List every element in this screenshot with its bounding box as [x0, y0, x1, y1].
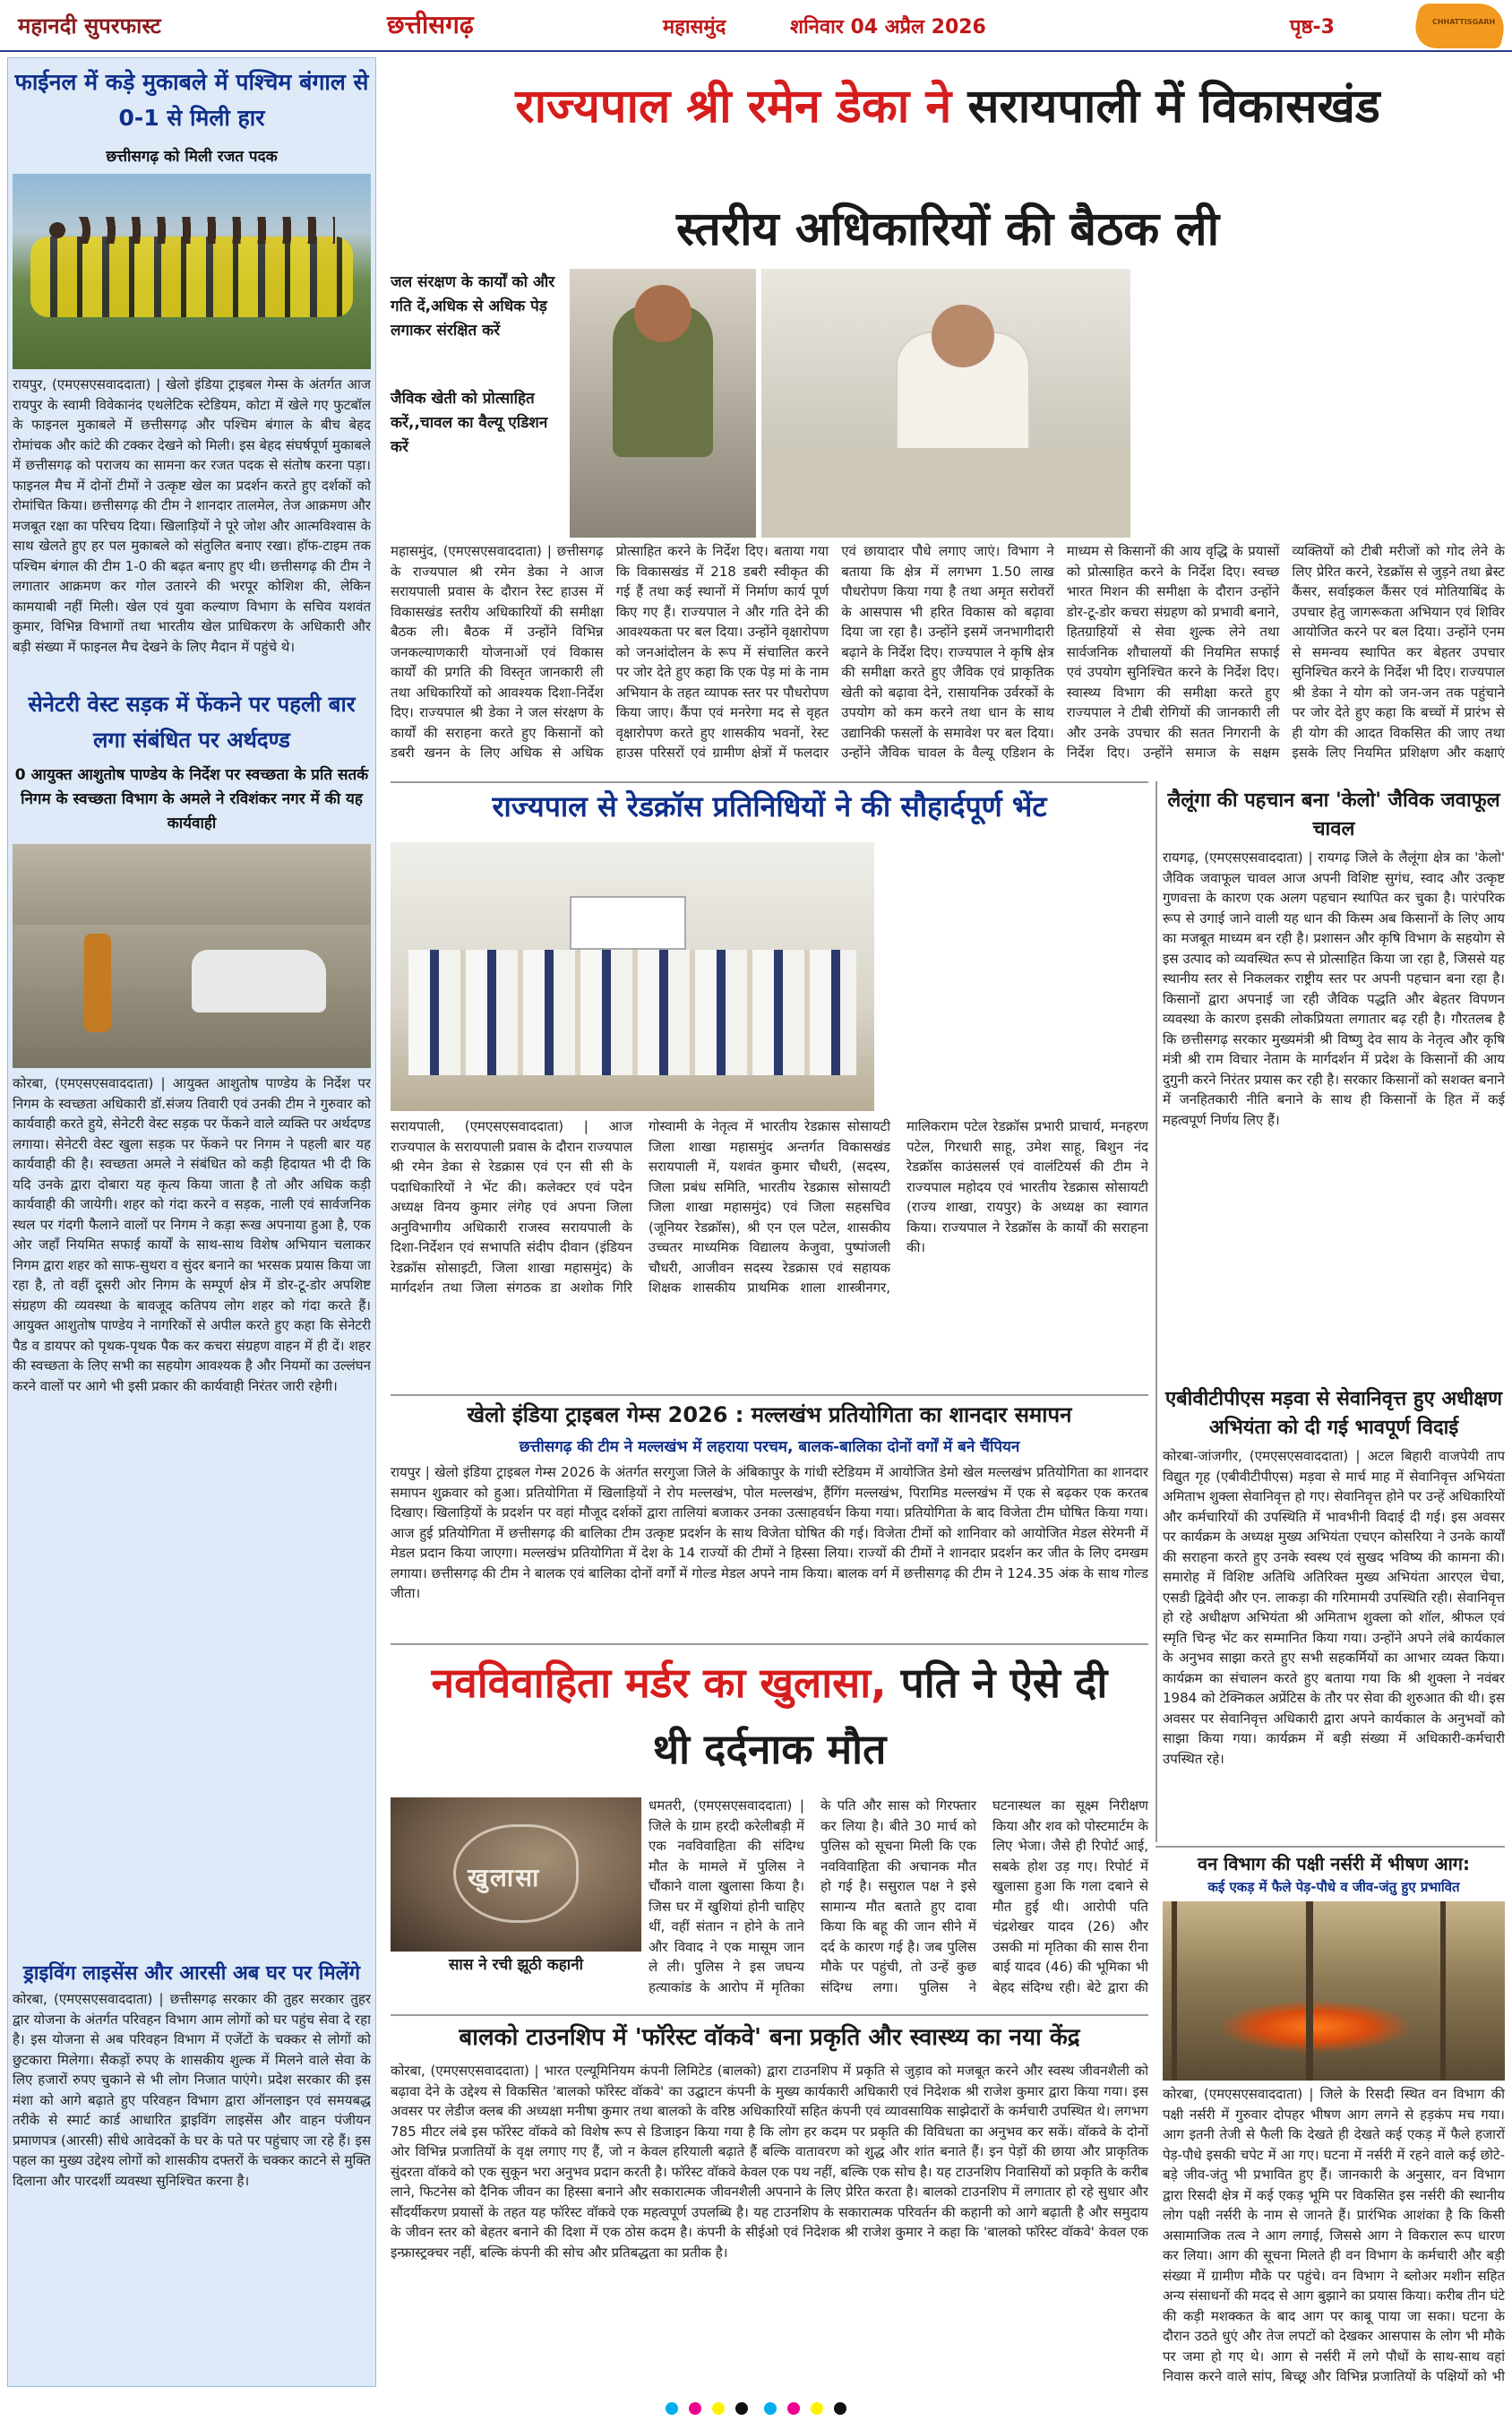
football-body: रायपुर, (एमएसएसवाददाता) | खेलो इंडिया ट्राइबल गेम्स के अंतर्गत आज रायपुर के स्वामी विवेकानंद एथलेटिक स्टेडियम, कोटा में खेले गए फुटबॉल के फाइनल मुकाबले में छत्तीसगढ़ और पश्चिम बंगाल के बीच बेहद रोमांचक और कांटे की टक्कर देखने को मिली। इस बेहद संघर्षपूर्ण मुकाबले में छत्तीसगढ़ को पराजय का सामना कर रजत पदक से संतोष करना पड़ा। फाइनल मैच में दोनों टीमों ने उत्कृष्ट खेल का प्रदर्शन करते हुए दर्शकों को रोमांचित किया। छत्तीसगढ़ की टीम ने शानदार तालमेल, तेज आक्रमण और मजबूत रक्षा का परिचय दिया। खिलाड़ियों ने पूरे जोश और आत्मविश्वास के साथ खेलते हुए हर पल मुकाबले को संतुलित बनाए रखा। हॉफ-टाइम तक पश्चिम बंगाल की टीम 1-0 की बढ़त बनाए हुए थी। छत्तीसगढ़ की टीम ने लगातार आक्रमण कर गोल उतारने की भरपूर कोशिश की, लेकिन कामयाबी नहीं मिली। खेल एवं युवा कल्याण विभाग के सचिव यशवंत कुमार, विभिन्न विभागों तथा भारतीय खेल प्राधिकरण के अधिकारी और बड़ी संख्या में फाइनल मैच देखने के लिए मैदान में पहुंचे थे।	[13, 376, 371, 655]
murder-image-caption: सास ने रची झूठी कहानी	[448, 1956, 584, 1974]
kelo-body: रायगढ़, (एमएसएसवाददाता) | रायगढ़ जिले के लैलूंगा क्षेत्र का 'केलो' जैविक जवाफूल चावल आज अपनी विशिष्ट सुगंध, स्वाद और उत्कृष्ट गुणवत्ता के कारण एक अलग पहचान स्थापित कर चुका है। पारंपरिक रूप से उगाई जाने वाली यह धान की किस्म अब किसानों के लिए आय का मजबूत माध्यम बन रही है। प्रशासन और कृषि विभाग के सहयोग से इस उत्पाद को व्यवस्थित रूप से प्रोत्साहित किया जा रहा है, जिससे यह स्थानीय स्तर से निकलकर राष्ट्रीय स्तर पर अपनी पहचान बना रहा है। किसानों द्वारा अपनाई जा रही जैविक पद्धति और बेहतर विपणन व्यवस्था के कारण इसकी लोकप्रियता लगातार बढ़ रही है। गौरतलब है कि छत्तीसगढ़ सरकार मुख्यमंत्री श्री विष्णु देव साय के नेतृत्व और कृषि मंत्री श्री राम विचार नेताम के मार्गदर्शन में प्रदेश के किसानों की आय दुगुनी करने निरंतर प्रयास कर रही है। सरकार किसानों को सशक्त बनाने में जनहितकारी नीति बनाने के साथ ही किसानों के हित में कई महत्वपूर्ण निर्णय लिए हैं।	[1163, 849, 1505, 1128]
forest-fire-photo	[1163, 1901, 1505, 2081]
sanitary-street-photo	[13, 844, 371, 1068]
license-body: कोरबा, (एमएसएसवाददाता) | छत्तीसगढ़ सरकार की तुहर सरकार तुहर द्वार योजना के अंतर्गत परिवहन विभाग आम लोगों को घर पहुंच सेवा दे रहा है। इस योजना से अब परिवहन विभाग में एजेंटों के चक्कर से लोगों को छुटकारा मिलेगा। सैकड़ों रुपए के शासकीय शुल्क में मिलने वाले सेवा के लिए हजारों रुपए चुकाने से भी लोग निजात पाएंगे। प्रदेश सरकार की इस मंशा को आगे बढ़ाते हुए परिवहन विभाग द्वारा ऑनलाइन एवं समयबद्ध तरीके से स्मार्ट कार्ड आधारित ड्राइविंग लाइसेंस और वाहन पंजीयन प्रमाणपत्र (आरसी) सीधे आवेदकों के घर के पते पर पहुंचाए जा रहे हैं। इस पहल का मुख्य उद्देश्य लोगों को शासकीय दफ्तरों के चक्कर काटने से मुक्ति दिलाना और पारदर्शी व्यवस्था सुनिश्चित करना है।	[13, 1991, 371, 2189]
sanitary-body: कोरबा, (एमएसएसवाददाता) | आयुक्त आशुतोष पाण्डेय के निर्देश पर निगम के स्वच्छता अधिकारी डॉ.संजय तिवारी एवं उनकी टीम ने गुरुवार को कार्यवाही करते हुये, सेनेटरी वेस्ट सड़क पर फेंकने वाले व्यक्ति पर अर्थदण्ड लगाया। सेनेटरी वेस्ट खुला सड़क पर फेंकने पर निगम ने पहली बार यह कार्यवाही की है। स्वच्छता अमले ने संबंधित को कड़ी हिदायत भी दी कि यदि उनके द्वारा दोबारा यह कृत्य किया जाता है तो और अधिक कड़ी कार्यवाही की जायेगी। शहर को गंदा करने व सड़क, नाली एवं सार्वजनिक स्थल पर गंदगी फैलाने वालों पर निगम ने कड़ा रूख अपनाया हुआ है, एक ओर जहाँ नियमित सफाई कार्यों के साथ-साथ विशेष अभियान चलाकर निगम द्वारा शहर को साफ-सुथरा व सुंदर बनाने का भरसक प्रयास किया जा रहा है, तो वहीं दूसरी ओर निगम के सम्पूर्ण क्षेत्र में डोर-टू-डोर अपशिष्ट संग्रहण की व्यवस्था के बावजूद कतिपय लोग शहर को गंदा करते हैं। आयुक्त आशुतोष पाण्डेय ने नागरिकों से अपील करते हुए कहा कि सेनेटरी पैड व डायपर को पृथक-पृथक पैक कर कचरा संग्रहण वाहन में ही दें। शहर की स्वच्छता के लिए सभी का सहयोग आवश्यक है और नियमों का उल्लंघन करने वालों पर आगे भी इसी प्रकार की कार्यवाही निरंतर जारी रहेगी।	[13, 1075, 371, 1394]
murder-headline	[391, 1654, 1148, 1711]
divider	[391, 1643, 1148, 1645]
khelo-body: रायपुर | खेलो इंडिया ट्राइबल गेम्स 2026 के अंतर्गत सरगुजा जिले के अंबिकापुर के गांधी स्टेडियम में आयोजित डेमो खेल मल्लखंभ प्रतियोगिता का शानदार समापन शुक्रवार को हुआ। प्रतियोगिता में खिलाड़ियों ने रोप मल्लखंभ, पोल मल्लखंभ, हैंगिंग मल्लखंभ, पिरामिड मल्लखंभ में एक से बढ़कर एक करतब दिखाए। खिलाड़ियों के प्रदर्शन पर वहां मौजूद दर्शकों द्वारा तालियां बजाकर उनका उत्साहवर्धन किया गया। प्रतियोगिता के बाद विजेता टीम घोषित किया गया। आज हुई प्रतियोगिता में छत्तीसगढ़ की बालिका टीम उत्कृष्ट प्रदर्शन के साथ विजेता घोषित की गई। विजेता टीमों को शानिवार को आयोजित मेडल सेरेमनी में मेडल प्रदान किया जाएगा। मल्लखंभ प्रतियोगिता में देश के 14 राज्यों की टीमों ने हिस्सा लिया। राज्यों की टीमों ने शानदार प्रदर्शन कर जीत के लिए दमखम लगाया। छत्तीसगढ़ की टीम ने बालक एवं बालिका दोनों वर्गों में गोल्ड मेडल अपने नाम किया। बालक वर्ग में छत्तीसगढ़ की टीम ने 124.35 अंक के साथ गोल्ड जीता।	[391, 1464, 1148, 1601]
abvtps-body: कोरबा-जांजगीर, (एमएसएसवाददाता) | अटल बिहारी वाजपेयी ताप विद्युत गृह (एबीवीटीपीएस) मड़वा से मार्च माह में सेवानिवृत्त अभियंता अमिताभ शुक्ला सेवानिवृत्त हो गए। सेवानिवृत्त होने पर उन्हें अधिकारियों और कर्मचारियों की उपस्थिति में भावभीनी विदाई दी गई। इस अवसर पर कार्यक्रम के अध्यक्ष मुख्य अभियंता एचएन कोसरिया ने उनके कार्यों की सराहना करते हुए उनके स्वस्थ एवं सुखद भविष्य की कामना की। समारोह में विशिष्ट अतिथि अतिरिक्त मुख्य अभियंता आरएल चेचा, एसडी द्विवेदी और एन. लाकड़ा की गरिमामयी उपस्थिति रही। सेवानिवृत्त हो रहे अधीक्षण अभियंता श्री अमिताभ शुक्ला को शॉल, श्रीफल एवं स्मृति चिन्ह भेंट कर सम्मानित किया गया। उन्होंने अपने लंबे कार्यकाल के अनुभव साझा करते हुए सभी सहकर्मियों का आभार व्यक्त किया। कार्यक्रम का संचालन करते हुए बताया गया कि श्री शुक्ला ने नवंबर 1984 को टेक्निकल अप्रेंटिस के तौर पर सेवा की शुरुआत की थी। इस अवसर पर सेवानिवृत्त अधिकारी द्वारा अपने कार्यकाल के अनुभवों को साझा किया गया। कार्यक्रम में बड़ी संख्या में अधिकारी-कर्मचारी उपस्थित रहे।	[1163, 1448, 1505, 1767]
chhattisgarh-map-icon	[1411, 4, 1510, 48]
murder-illustration	[391, 1797, 641, 1952]
lead-headline-red: राज्यपाल श्री रमेन डेका ने	[515, 80, 952, 134]
balco-body: कोरबा, (एमएसएसवाददाता) | भारत एल्यूमिनियम कंपनी लिमिटेड (बालको) द्वारा टाउनशिप में प्रकृति से जुड़ाव को मजबूत करने और स्वस्थ जीवनशैली को बढ़ावा देने के उद्देश्य से विकसित 'बालको फॉरेस्ट वॉकवे' का उद्घाटन कंपनी के मुख्य कार्यकारी अधिकारी एवं निदेशक श्री राजेश कुमार द्वारा किया गया। इस अवसर पर लेडीज क्लब की अध्यक्षा मनीषा कुमार तथा बालको के वरिष्ठ अधिकारियों सहित कंपनी एवं व्यावसायिक साझेदारों के कर्मचारी उपस्थित थे। लगभग 785 मीटर लंबे इस फॉरेस्ट वॉकवे को विशेष रूप से डिजाइन किया गया है कि लोग हर कदम पर प्रकृति की विविधता का अनुभव कर सकें। वॉकवे के दोनों ओर विभिन्न प्रजातियों के वृक्ष लगाए गए हैं, जो न केवल हरियाली बढ़ाते हैं बल्कि वातावरण को शुद्ध और शांत बनाते हैं। इन पेड़ों की छाया और प्राकृतिक सुंदरता वॉकवे को एक सुकून भरा अनुभव प्रदान करती है। फॉरेस्ट वॉकवे केवल एक पथ नहीं, बल्कि एक सोच है। यह टाउनशिप निवासियों को प्रकृति के करीब लाने, फिटनेस को दैनिक जीवन का हिस्सा बनाने और सकारात्मक जीवनशैली अपनाने के लिए प्रेरित करता है। बालको टाउनशिप में लगातार हो रहे सुधार और सौंदर्यीकरण प्रयासों के तहत यह फॉरेस्ट वॉकवे एक महत्वपूर्ण उपलब्धि है। यह टाउनशिप के सकारात्मक परिवर्तन की कहानी को आगे बढ़ाती है और समुदाय के जीवन स्तर को बेहतर बनाने की दिशा में एक ठोस कदम है। कंपनी के सीईओ एवं निदेशक श्री राजेश कुमार ने कहा कि 'बालको फॉरेस्ट वॉकवे' केवल एक इन्फ्रास्ट्रक्चर नहीं, बल्कि कंपनी की सोच और प्रतिबद्धता का प्रतीक है।	[391, 2063, 1148, 2261]
license-headline: ड्राइविंग लाइसेंस और आरसी अब घर पर मिलेंगे	[23, 1962, 360, 1985]
redcross-headline: राज्यपाल से रेडक्रॉस प्रतिनिधियों ने की सौहार्दपूर्ण भेंट	[492, 789, 1047, 823]
murder-headline-line2: थी दर्दनाक मौत	[652, 1725, 887, 1773]
page-number: पृष्ठ-3	[1290, 16, 1335, 39]
divider	[391, 2014, 1148, 2016]
football-headline: फाईनल में कड़े मुकाबले में पश्चिम बंगाल से 0-1 से मिली हार	[14, 69, 369, 131]
header-city: महासमुंद	[663, 16, 726, 39]
page-header	[0, 0, 1512, 52]
murder-headline-red: नवविवाहिता मर्डर का खुलासा,	[431, 1659, 887, 1707]
divider	[1155, 1846, 1505, 1848]
murder-headline-dark: पति ने ऐसे दी	[900, 1659, 1108, 1707]
divider	[391, 781, 1148, 783]
lead-headline-line2: स्तरीय अधिकारियों की बैठक ली	[675, 202, 1220, 256]
header-date: शनिवार 04 अप्रैल 2026	[790, 16, 986, 39]
lead-subhead-2: जैविक खेती को प्रोत्साहित करें,,चावल का वैल्यू एडिशन करें	[391, 390, 548, 456]
newspaper-name: महानदी सुपरफास्ट	[18, 13, 161, 39]
football-team-photo	[13, 174, 371, 369]
section-title: छत्तीसगढ़	[387, 10, 474, 39]
lead-photo-officer	[570, 269, 756, 538]
forest-subhead: कई एकड़ में फैले पेड़-पौधे व जीव-जंतु हुए प्रभावित	[1207, 1879, 1460, 1895]
lead-body: महासमुंद, (एमएसएसवाददाता) | छत्तीसगढ़ के राज्यपाल श्री रमेन डेका ने आज सरायपाली प्रवास के दौरान रेस्ट हाउस में विकासखंड स्तरीय अधिकारियों की समीक्षा बैठक ली। बैठक में उन्होंने विभिन्न जनकल्याणकारी योजनाओं एवं विकास कार्यों की प्रगति की विस्तृत जानकारी ली तथा अधिकारियों को आवश्यक दिशा-निर्देश दिए। राज्यपाल श्री डेका ने जल संरक्षण के कार्यों की सराहना करते हुए किसानों को डबरी खनन के लिए अधिक से अधिक प्रोत्साहित करने के निर्देश दिए। बताया गया कि विकासखंड में 218 डबरी स्वीकृत की गई हैं तथा कई स्थानों में निर्माण कार्य पूर्ण किए गए हैं। राज्यपाल ने और गति देने की आवश्यकता पर बल दिया। उन्होंने वृक्षारोपण को जनआंदोलन के रूप में संचालित करने पर जोर देते हुए कहा कि एक पेड़ मां के नाम अभियान के तहत व्यापक स्तर पर पौधरोपण किया जाए। कैंपा एवं मनरेगा मद से वृहत वृक्षारोपण करते हुए शासकीय भवनों, रेस्ट हाउस परिसरों एवं ग्रामीण क्षेत्रों में फलदार एवं छायादार पौधे लगाए जाएं। विभाग ने बताया कि क्षेत्र में लगभग 1.50 लाख पौधरोपण किया गया है तथा अमृत सरोवरों के आसपास भी हरित विकास को बढ़ावा दिया जा रहा है। उन्होंने इसमें जनभागीदारी बढ़ाने के निर्देश दिए। राज्यपाल ने कृषि क्षेत्र की समीक्षा करते हुए जैविक एवं प्राकृतिक खेती को बढ़ावा देने, रासायनिक उर्वरकों के उपयोग को कम करने तथा धान के साथ उद्यानिकी फसलों के समावेश पर बल दिया। उन्होंने जैविक चावल के वैल्यू एडिशन के माध्यम से किसानों की आय वृद्धि के प्रयासों को प्रोत्साहित करने के निर्देश दिए। स्वच्छ भारत मिशन की समीक्षा के दौरान उन्होंने डोर-टू-डोर कचरा संग्रहण को प्रभावी बनाने, हितग्राहियों से सेवा शुल्क लेने तथा सार्वजनिक शौचालयों की नियमित सफाई एवं उपयोग सुनिश्चित करने के निर्देश दिए। स्वास्थ्य विभाग की समीक्षा करते हुए राज्यपाल ने टीबी रोगियों की जानकारी ली और उनके उपचार की सतत निगरानी के निर्देश दिए। उन्होंने समाज के सक्षम व्यक्तियों को टीबी मरीजों को गोद लेने के लिए प्रेरित करने, रेडक्रॉस से जुड़ने तथा ब्रेस्ट कैंसर, सर्वाइकल कैंसर एवं मोतियाबिंद के उपचार हेतु जागरूकता अभियान एवं शिविर आयोजित करने पर बल दिया। उन्होंने एनम से समन्वय स्थापित कर बेहतर उपचार सुनिश्चित करने के निर्देश भी दिए। राज्यपाल श्री डेका ने योग को जन-जन तक पहुंचाने पर जोर देते हुए कहा कि बच्चों में प्रारंभ से ही योग की आदत विकसित की जाए तथा इसके लिए नियमित प्रशिक्षण और कक्षाएं	[391, 543, 1505, 761]
forest-headline: वन विभाग की पक्षी नर्सरी में भीषण आग:	[1197, 1853, 1471, 1874]
lead-headline-dark: सरायपाली में विकासखंड	[967, 80, 1380, 134]
redcross-group-photo	[391, 842, 874, 1111]
sanitary-headline: सेनेटरी वेस्ट सड़क में फेंकने पर पहली बार लगा संबंधित पर अर्थदण्ड	[28, 692, 356, 753]
khelo-subhead: छत्तीसगढ़ की टीम ने मल्लखंभ में लहराया परचम, बालक-बालिका दोनों वर्गों में बने चैंपियन	[519, 1438, 1020, 1456]
lead-photo-governor	[761, 269, 1130, 538]
divider	[391, 1394, 1148, 1396]
murder-image-word: खुलासा	[468, 1863, 541, 1892]
khelo-headline: खेलो इंडिया ट्राइबल गेम्स 2026 : मल्लखंभ प्रतियोगिता का शानदार समापन	[467, 1402, 1072, 1427]
map-label: CHHATTISGARH	[1431, 18, 1496, 26]
sanitary-subhead: 0 आयुक्त आशुतोष पाण्डेय के निर्देश पर स्वच्छता के प्रति सतर्क निगम के स्वच्छता विभाग के अमले ने रविशंकर नगर में की यह कार्यवाही	[14, 766, 369, 832]
column-divider	[1155, 781, 1157, 1842]
lead-headline	[391, 75, 1505, 138]
kelo-headline: लैलूंगा की पहचान बना 'केलो' जैविक जवाफूल चावल	[1167, 789, 1500, 840]
print-registration-marks	[269, 2401, 1243, 2418]
redcross-body: सरायपाली, (एमएसएसवाददाता) | आज राज्यपाल के सरायपाली प्रवास के दौरान राज्यपाल श्री रमेन डेका से रेडक्रास एवं एन सी सी के पदाधिकारियों ने भेंट की। कलेक्टर एवं पदेन अध्यक्ष विनय कुमार लंगेह एवं अपना जिला अनुविभागीय अधिकारी राजस्व सरायपाली के दिशा-निर्देशन एवं सभापति संदीप दीवान (इंडियन रेडक्रॉस सोसाइटी, जिला शाखा महासमुंद) के मार्गदर्शन तथा जिला संगठक डा अशोक गिरि गोस्वामी के नेतृत्व में भारतीय रेडक्रास सोसायटी जिला शाखा महासमुंद अन्तर्गत विकासखंड सरायपाली में, यशवंत कुमार चौधरी, (सदस्य, जिला प्रबंध समिति, भारतीय रेडक्रास सोसायटी जिला शाखा महासमुंद) एवं जिला सहसचिव (जूनियर रेडक्रॉस), श्री एन एल पटेल, शासकीय उच्चतर माध्यमिक विद्यालय केजुवा, पुष्पांजली चौधरी, आजीवन सदस्य रेडक्रास एवं सहायक शिक्षक शासकीय प्राथमिक शाला शास्त्रीनगर, मालिकराम पटेल रेडक्रॉस प्रभारी प्राचार्य, मनहरण पटेल, गिरधारी साहू, उमेश साहू, बिशुन नंद रेडक्रॉस काउंसलर्स एवं वालंटियर्स की टीम ने राज्यपाल महोदय एवं भारतीय रेडक्रास सोसायटी (राज्य शाखा, रायपुर) के अध्यक्ष का स्वागत किया। राज्यपाल ने रेडक्रॉस के कार्यों की सराहना की।	[391, 1118, 1148, 1296]
murder-body: धमतरी, (एमएसएसवाददाता) | जिले के ग्राम हरदी करेलीबड़ी में एक नवविवाहिता की संदिग्ध मौत के मामले में पुलिस ने चौंकाने वाला खुलासा किया है। जिस घर में खुशियां होनी चाहिए थीं, वहीं संतान न होने के ताने और विवाद ने एक मासूम जान ले ली। पुलिस ने इस जघन्य हत्याकांड के आरोप में मृतिका के पति और सास को गिरफ्तार कर लिया है। बीते 30 मार्च को पुलिस को सूचना मिली कि एक नवविवाहिता की अचानक मौत हो गई है। ससुराल पक्ष ने इसे सामान्य मौत बताते हुए दावा किया कि बहू की जान सीने में दर्द के कारण गई है। जब पुलिस मौके पर पहुंची, तो उन्हें कुछ संदिग्ध लगा। पुलिस ने घटनास्थल का सूक्ष्म निरीक्षण किया और शव को पोस्टमार्टम के लिए भेजा। जैसे ही रिपोर्ट आई, सबके होश उड़ गए। रिपोर्ट में खुलासा हुआ कि गला दबाने से मौत हुई थी। आरोपी पति चंद्रशेखर यादव (26) और उसकी मां मृतिका की सास रीना बाई यादव (46) की भूमिका भी बेहद संदिग्ध रही। बेटे द्वारा की	[649, 1797, 1148, 1995]
football-subhead: छत्तीसगढ़ को मिली रजत पदक	[106, 148, 278, 166]
forest-body: कोरबा, (एमएसएसवाददाता) | जिले के रिसदी स्थित वन विभाग की पक्षी नर्सरी में गुरुवार दोपहर भीषण आग लगने से हड़कंप मच गया। आग इतनी तेजी से फैली कि देखते ही देखते कई एकड़ में फैले हजारों पेड़-पौधे इसकी चपेट में आ गए। घटना में नर्सरी में रहने वाले कई छोटे-बड़े जीव-जंतु भी प्रभावित हुए हैं। जानकारी के अनुसार, वन विभाग द्वारा रिसदी क्षेत्र में कई एकड़ भूमि पर विकसित इस नर्सरी की स्थानीय लोग पक्षी नर्सरी के नाम से जानते हैं। प्रारंभिक आशंका है कि किसी असामाजिक तत्व ने आग लगाई, जिससे आग ने विकराल रूप धारण कर लिया। आग की सूचना मिलते ही वन विभाग के कर्मचारी और बड़ी संख्या में ग्रामीण मौके पर पहुंचे। वन विभाग ने ब्लोअर मशीन सहित अन्य संसाधनों की मदद से आग बुझाने का प्रयास किया। करीब तीन घंटे की कड़ी मशक्कत के बाद आग पर काबू पाया जा सका। घटना के दौरान उठते धुएं और तेज लपटों को देखकर आसपास के लोग भी मौके पर जमा हो गए थे। आग से नर्सरी में लगे पौधों के साथ-साथ वहां निवास करने वाले सांप, बिच्छू और विभिन्न प्रजातियों के पक्षियों को भी	[1163, 2086, 1505, 2383]
lead-subhead-1: जल संरक्षण के कार्यों को और गति दें,अधिक से अधिक पेड़ लगाकर संरक्षित करें	[391, 273, 555, 340]
balco-headline: बालको टाउनशिप में 'फॉरेस्ट वॉकवे' बना प्रकृति और स्वास्थ्य का नया केंद्र	[459, 2024, 1080, 2051]
abvtps-headline: एबीवीटीपीएस मड़वा से सेवानिवृत्त हुए अधीक्षण अभियंता को दी गई भावपूर्ण विदाई	[1164, 1388, 1503, 1439]
